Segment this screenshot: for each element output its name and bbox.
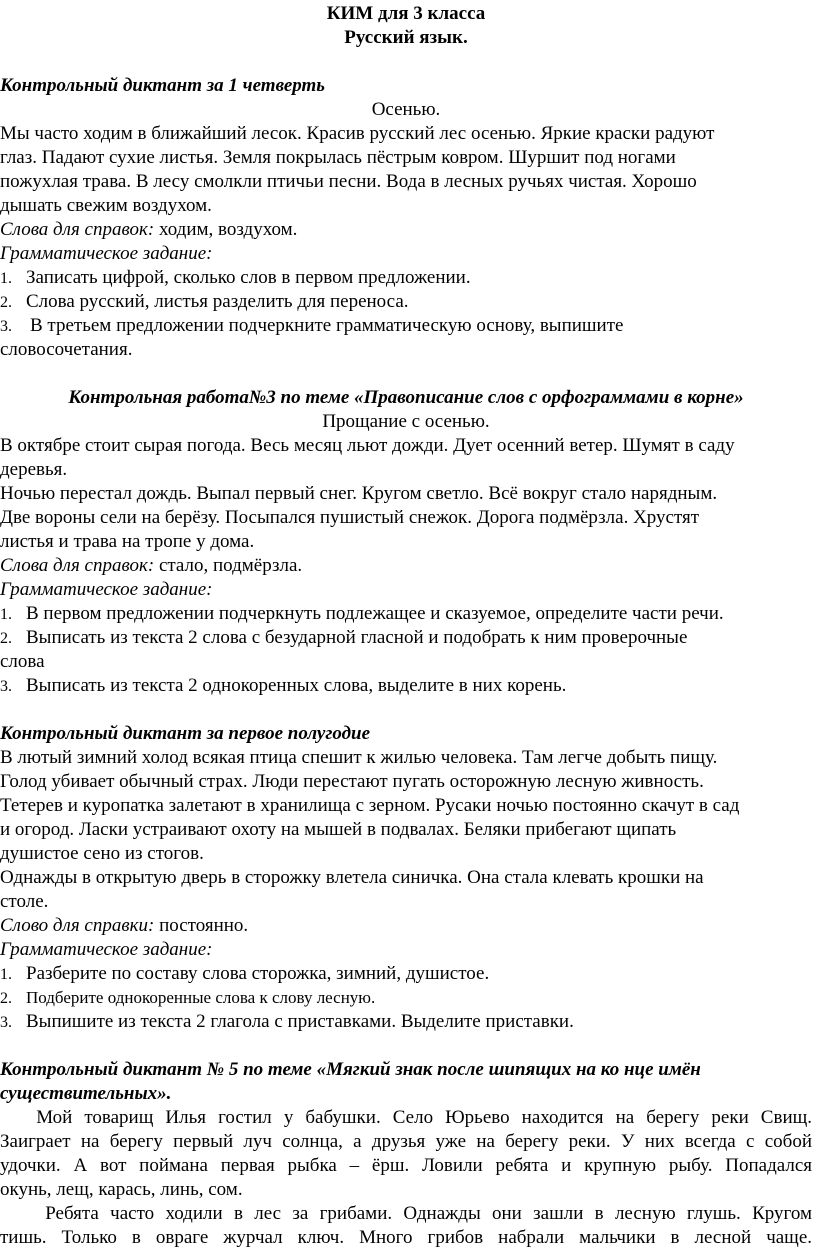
task-number: 3. [0, 678, 12, 695]
section2-text-title: Прощание с осенью. [322, 411, 490, 432]
section1-task-label: Грамматическое задание: [0, 243, 213, 264]
section1-text-title: Осенью. [371, 99, 441, 120]
section1-reference [0, 218, 812, 242]
section1-task-item [0, 290, 812, 315]
task-text: В первом предложении подчеркнуть подлежащее и сказуемое, определите части речи. [26, 603, 724, 624]
section2-task-item [0, 626, 812, 651]
section3-heading: Контрольный диктант за первое полугодие [0, 723, 371, 744]
task-number: 2. [0, 294, 12, 311]
section3-line: и огород. Ласки устраивают охоту на мышей в подвалах. Беляки прибегают щипать [0, 819, 677, 840]
reference-words: постоянно. [154, 915, 249, 936]
task-text: Слова русский, листья разделить для переноса. [26, 291, 409, 312]
section1-line: глаз. Падают сухие листья. Земля покрылась пёстрым ковром. Шуршит под ногами [0, 147, 676, 168]
section1-line: пожухлая трава. В лесу смолкли птичьи песни. Вода в лесных ручьях чистая. Хорошо [0, 171, 697, 192]
section4-line: Ребята часто ходили в лес за грибами. Однажды они зашли в лесную глушь. Кругом [0, 1203, 812, 1224]
section2-line: Ночью перестал дождь. Выпал первый снег. Кругом светло. Всё вокруг стало нарядным. [0, 483, 718, 504]
section2-task-label: Грамматическое задание: [0, 579, 213, 600]
task-number: 3. [0, 1014, 12, 1031]
section4-line: удочки. А вот поймана первая рыбка – ёрш. Ловили ребята и крупную рыбу. Попадался [0, 1155, 812, 1176]
section3-task-item [0, 962, 812, 987]
section2-line: деревья. [0, 459, 68, 480]
task-number: 2. [0, 990, 12, 1007]
task-text: Записать цифрой, сколько слов в первом предложении. [26, 267, 471, 288]
document-subtitle: Русский язык. [344, 27, 468, 48]
section2-task-continuation: слова [0, 651, 45, 672]
section1-task-continuation: словосочетания. [0, 339, 133, 360]
section2-line: листья и трава на тропе у дома. [0, 531, 255, 552]
task-text: В третьем предложении подчеркните грамматическую основу, выпишите [30, 315, 624, 336]
section4-heading: Контрольный диктант № 5 по теме «Мягкий знак после шипящих на ко нце имён [0, 1059, 701, 1080]
section3-line: В лютый зимний холод всякая птица спешит к жилью человека. Там легче добыть пищу. [0, 747, 718, 768]
section3-task-label: Грамматическое задание: [0, 939, 213, 960]
section1-task-item [0, 314, 812, 339]
task-text: Разберите по составу слова сторожка, зимний, душистое. [26, 963, 490, 984]
reference-words: стало, подмёрзла. [154, 555, 303, 576]
reference-label: Слово для справки: [0, 915, 155, 936]
section4-line: Заиграет на берегу первый луч солнца, а друзья уже на берегу реки. У них всегда с собой [0, 1131, 812, 1152]
section2-line: В октябре стоит сырая погода. Весь месяц льют дожди. Дует осенний ветер. Шумят в саду [0, 435, 735, 456]
task-text: Выписать из текста 2 однокоренных слова, выделите в них корень. [26, 675, 567, 696]
reference-label: Слова для справок: [0, 219, 155, 240]
section1-line: дышать свежим воздухом. [0, 195, 212, 216]
section1-task-item [0, 266, 812, 291]
task-number: 1. [0, 270, 12, 287]
task-text: Выписать из текста 2 слова с безударной гласной и подобрать к ним проверочные [26, 627, 688, 648]
section3-task-item [0, 1010, 812, 1035]
section2-heading: Контрольная работа№3 по теме «Правописание слов с орфограммами в корне» [68, 387, 744, 408]
task-number: 1. [0, 966, 12, 983]
task-number: 3. [0, 318, 12, 335]
section2-task-item [0, 674, 812, 699]
section2-reference [0, 554, 812, 578]
section3-line: Голод убивает обычный страх. Люди перестают пугать осторожную лесную живность. [0, 771, 704, 792]
section1-heading: Контрольный диктант за 1 четверть [0, 75, 325, 96]
reference-label: Слова для справок: [0, 555, 155, 576]
section4-line: тишь. Только в овраге журчал ключ. Много грибов набрали мальчики в лесной чаще. [0, 1227, 812, 1248]
section4-line: Мой товарищ Илья гостил у бабушки. Село Юрьево находится на берегу реки Свищ. [0, 1107, 812, 1128]
section4-line: окунь, лещ, карась, линь, сом. [0, 1179, 243, 1200]
section3-line: Тетерев и куропатка залетают в хранилища с зерном. Русаки ночью постоянно скачут в сад [0, 795, 740, 816]
section1-line: Мы часто ходим в ближайший лесок. Красив русский лес осенью. Яркие краски радуют [0, 123, 715, 144]
section3-line: столе. [0, 891, 49, 912]
section2-line: Две вороны сели на берёзу. Посыпался пушистый снежок. Дорога подмёрзла. Хрустят [0, 507, 700, 528]
section2-task-item [0, 602, 812, 627]
section3-reference [0, 914, 812, 938]
task-text: Выпишите из текста 2 глагола с приставками. Выделите приставки. [26, 1011, 574, 1032]
task-number: 2. [0, 630, 12, 647]
task-text: Подберите однокоренные слова к слову лесную. [26, 988, 376, 1007]
reference-words: ходим, воздухом. [154, 219, 298, 240]
section4-heading-cont: существительных». [0, 1083, 172, 1104]
section3-line: Однажды в открытую дверь в сторожку влетела синичка. Она стала клевать крошки на [0, 867, 704, 888]
task-number: 1. [0, 606, 12, 623]
section3-task-item [0, 986, 812, 1011]
section3-line: душистое сено из стогов. [0, 843, 204, 864]
document-title: КИМ для 3 класса [326, 3, 486, 24]
